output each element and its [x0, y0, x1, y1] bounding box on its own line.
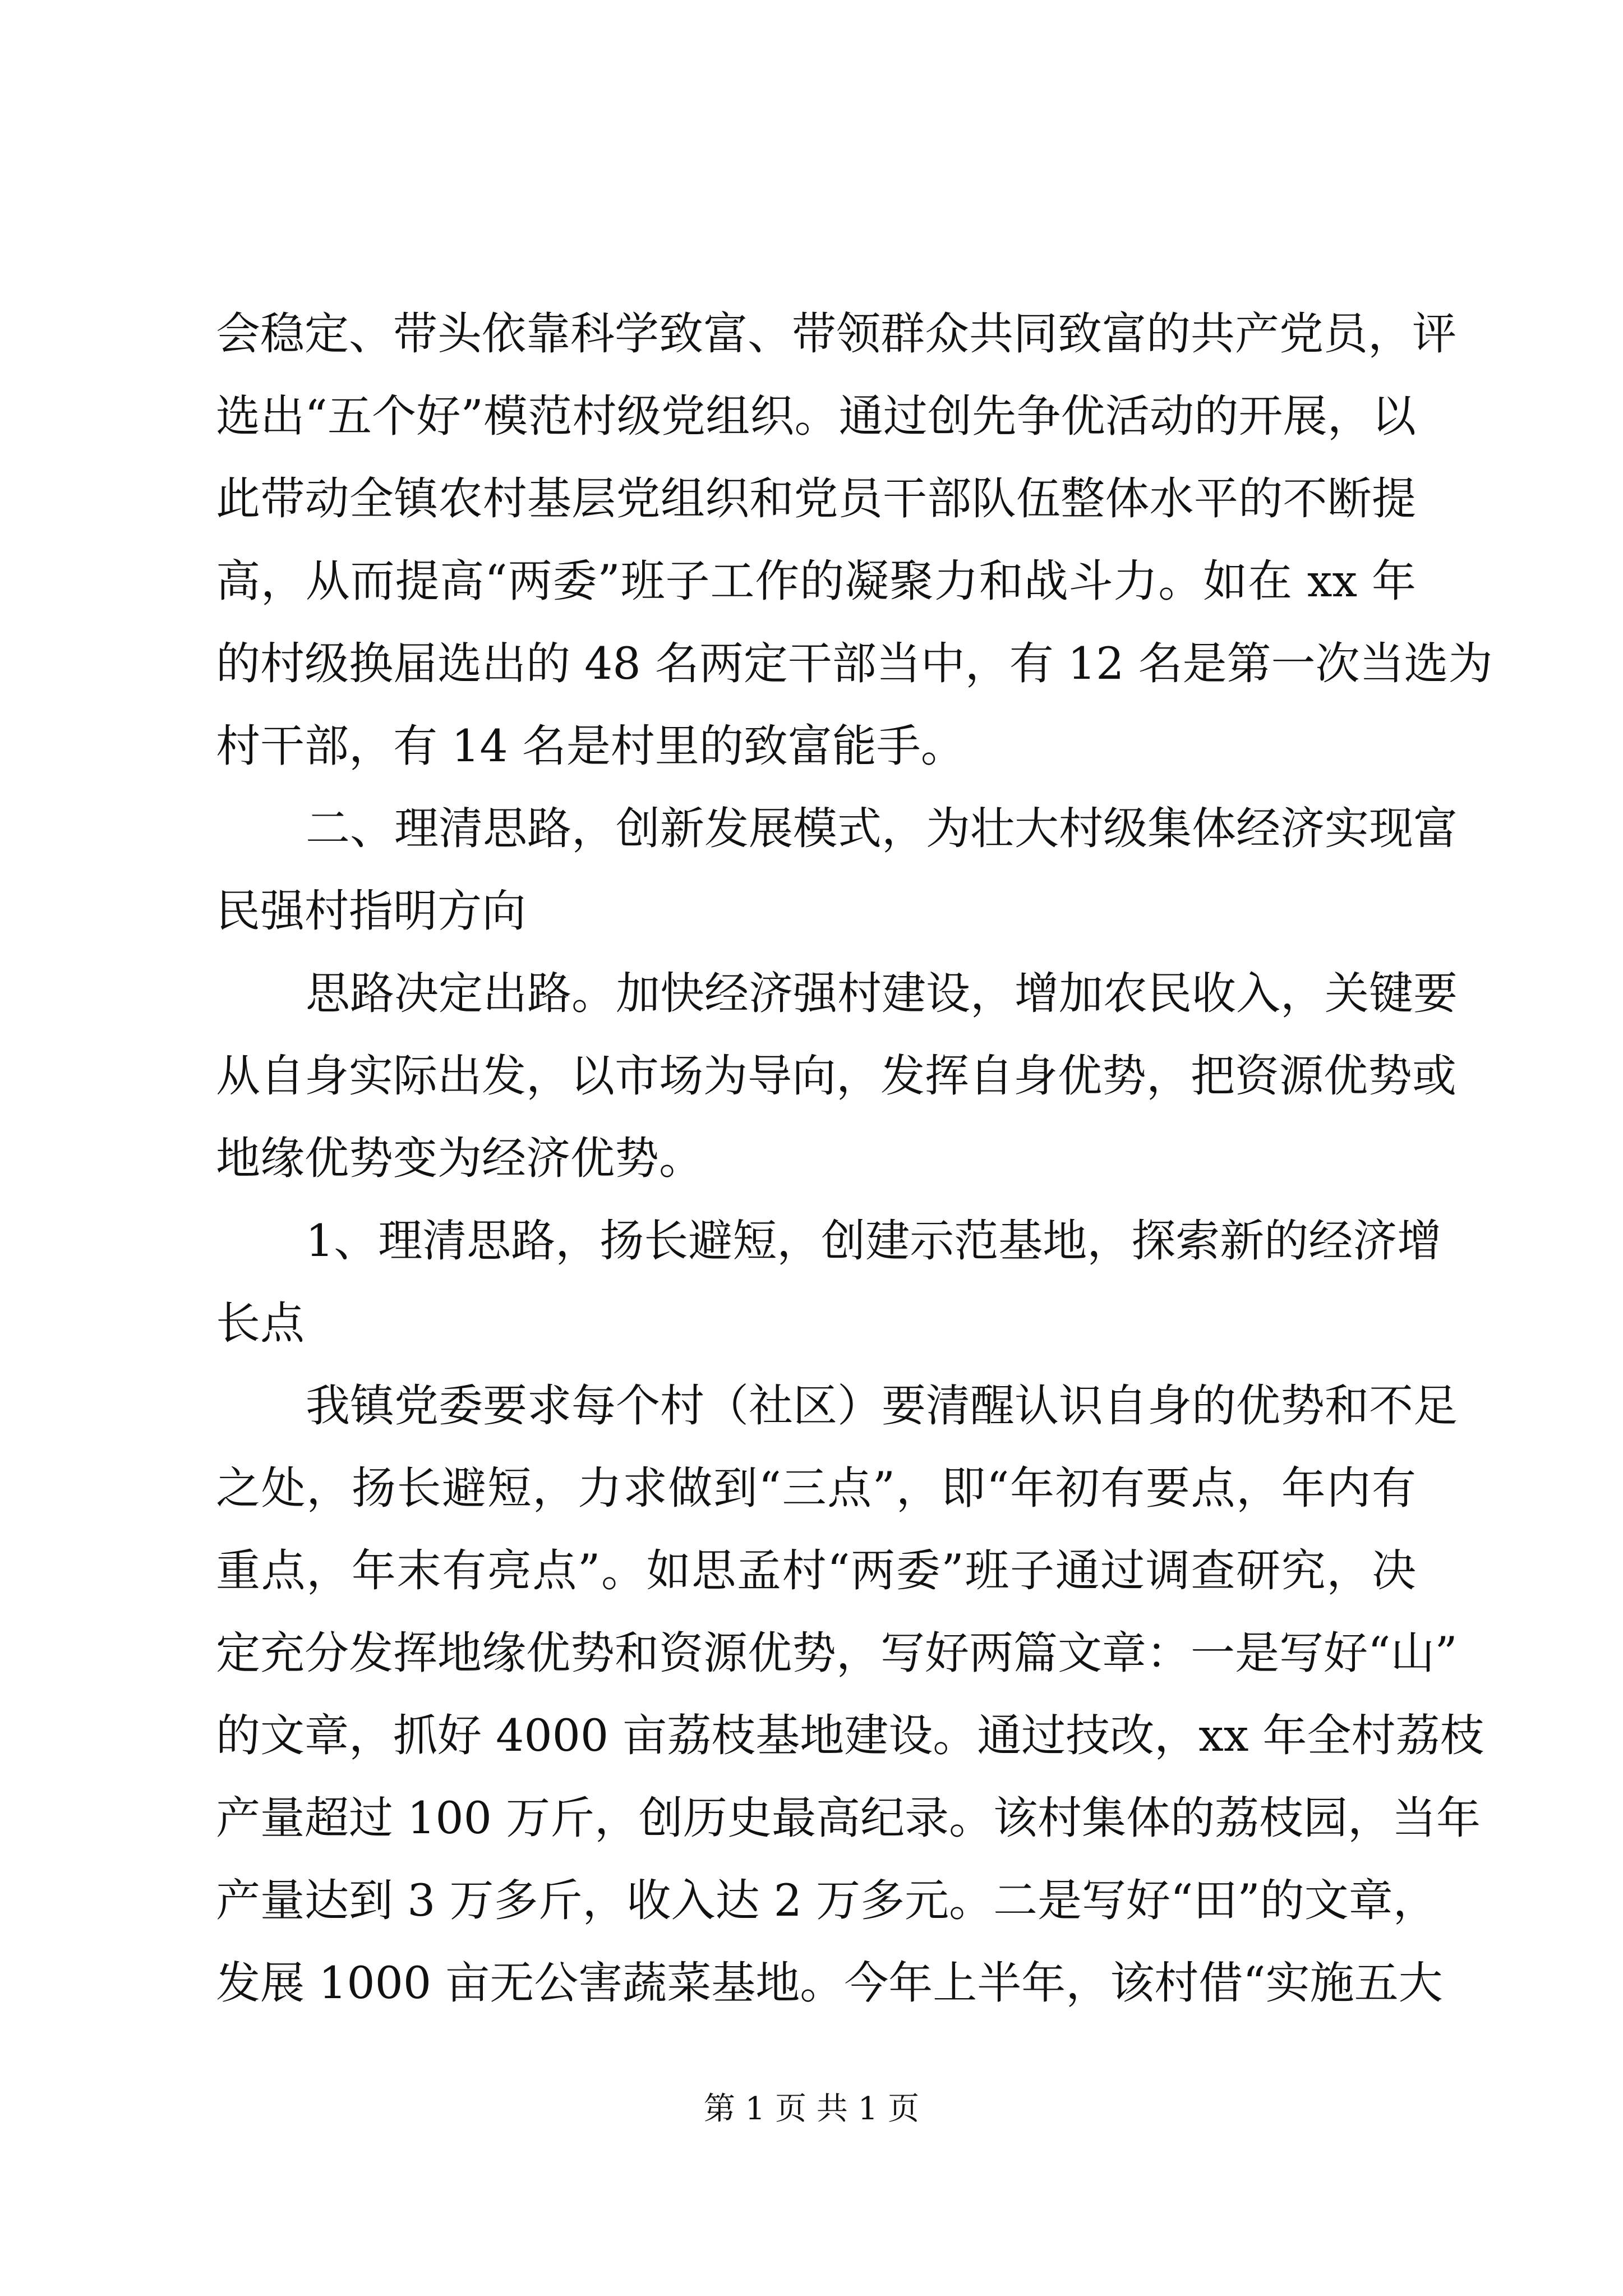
- body-text-line: 选出“五个好”模范村级党组织。通过创先争优活动的开展，以: [216, 390, 1416, 442]
- body-text-line: 之处，扬长避短，力求做到“三点”，即“年初有要点，年内有: [216, 1462, 1416, 1514]
- body-text-line: 产量超过 100 万斤，创历史最高纪录。该村集体的荔枝园，当年: [216, 1792, 1481, 1844]
- subsection-heading-line: 1、理清思路，扬长避短，创建示范基地，探索新的经济增: [306, 1215, 1442, 1267]
- body-text-line: 的村级换届选出的 48 名两定干部当中，有 12 名是第一次当选为: [216, 638, 1493, 689]
- body-text-line: 我镇党委要求每个村（社区）要清醒认识自身的优势和不足: [306, 1380, 1458, 1432]
- body-text-line: 重点，年末有亮点”。如思孟村“两委”班子通过调查研究，决: [216, 1545, 1416, 1596]
- body-text-line: 思路决定出路。加快经济强村建设，增加农民收入，关键要: [306, 968, 1458, 1019]
- section-heading-line: 二、理清思路，创新发展模式，为壮大村级集体经济实现富: [306, 803, 1458, 854]
- body-text-line: 发展 1000 亩无公害蔬菜基地。今年上半年，该村借“实施五大: [216, 1957, 1443, 2009]
- page-footer: 第 1 页 共 1 页: [703, 2091, 920, 2127]
- body-text-line: 产量达到 3 万多斤，收入达 2 万多元。二是写好“田”的文章，: [216, 1875, 1437, 1926]
- body-text-line: 此带动全镇农村基层党组织和党员干部队伍整体水平的不断提: [216, 473, 1416, 524]
- body-text-line: 会稳定、带头依靠科学致富、带领群众共同致富的共产党员，评: [216, 308, 1456, 360]
- body-text-line: 高，从而提高“两委”班子工作的凝聚力和战斗力。如在 xx 年: [216, 555, 1416, 607]
- body-text-line: 村干部，有 14 名是村里的致富能手。: [216, 720, 965, 772]
- body-text-line: 定充分发挥地缘优势和资源优势，写好两篇文章：一是写好“山”: [216, 1627, 1458, 1679]
- body-text-line: 的文章，抓好 4000 亩荔枝基地建设。通过技改，xx 年全村荔枝: [216, 1710, 1484, 1761]
- section-heading-line: 民强村指明方向: [216, 885, 526, 937]
- body-text-line: 从自身实际出发，以市场为导向，发挥自身优势，把资源优势或: [216, 1050, 1456, 1102]
- subsection-heading-line: 长点: [216, 1297, 305, 1349]
- body-text-line: 地缘优势变为经济优势。: [216, 1133, 703, 1184]
